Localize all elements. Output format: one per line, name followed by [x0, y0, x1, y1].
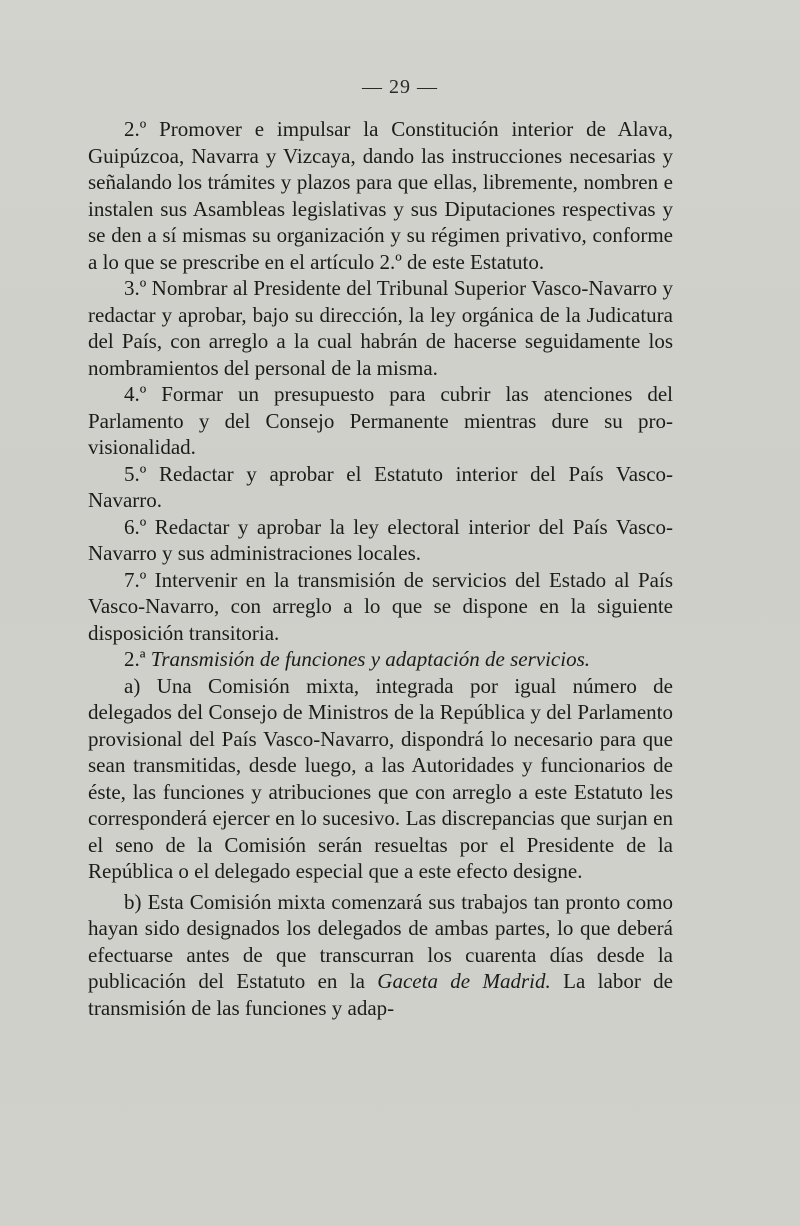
subparagraph-marker: a) — [124, 673, 141, 698]
paragraph-text: Formar un presupuesto para cubrir las atenciones del Parlamento y del Consejo Permanente mientras dure su provisionalidad. — [88, 382, 673, 459]
subparagraph-text: Esta Comisión mixta comenzará sus trabajos tan pronto como hayan sido designados los delegados de ambas partes, lo que deberá efectuarse antes de que transcurran los cuarenta días desde la publicación del Estatuto en la — [88, 889, 674, 993]
paragraph-7 — [88, 567, 673, 647]
paragraph-5 — [88, 461, 673, 514]
section-heading — [88, 646, 673, 673]
paragraph-text: Promover e impulsar la Constitución interior de Alava, Guipúzcoa, Navarra y Vizcaya, dando las instrucciones necesarias y señalando los trámites y plazos para que ellas, libremente, nombren e instalen sus Asambleas legislativas y sus Diputaciones respectivas y se den a sí mismas su organización y su régimen privativo, conforme a lo que se prescribe en el artículo 2.º de este Estatuto. — [88, 117, 673, 274]
paragraph-marker: 4.º — [124, 382, 147, 406]
paragraph-4 — [88, 381, 673, 461]
subparagraph-text: Una Comisión mixta, integrada por igual número de delegados del Consejo de Ministros de la República y del Parlamento provisional del País Vasco-Navarro, dispondrá lo necesario para que sean transmitidas, desde luego, a las Autoridades y funcionarios de éste, las funciones y atribuciones que con arreglo a este Estatuto les corresponderá ejercer en lo sucesivo. Las discrepancias que surjan en el seno de la Comisión serán resueltas por el Presidente de la República o el delegado especial que a este efecto designe. — [88, 673, 673, 883]
paragraph-text: Nombrar al Presidente del Tribunal Superior Vasco-Navarro y redactar y aprobar, bajo su dirección, la ley orgánica de la Judicatura del País, con arreglo a la cual habrán de hacerse seguidamente los nombramientos del personal de la misma. — [88, 276, 674, 380]
paragraph-marker: 3.º — [124, 276, 147, 300]
paragraph-marker: 5.º — [124, 461, 147, 486]
paragraph-marker: 2.º — [124, 117, 147, 141]
paragraph-text: Intervenir en la transmisión de servicios del Estado al País Vasco-Navarro, con arreglo a lo que se dispone en la siguiente disposición transitoria. — [88, 567, 673, 645]
subparagraph-b — [88, 889, 673, 1022]
gazette-title: Gaceta de Madrid. — [377, 969, 551, 993]
paragraph-6 — [88, 514, 673, 567]
subparagraph-text-continued: La labor de transmisión de las funciones y adap- — [88, 969, 674, 1020]
subparagraph-a — [88, 673, 673, 885]
paragraph-3 — [88, 275, 673, 381]
paragraph-text: Redactar y aprobar el Estatuto interior del País Vasco-Navarro. — [88, 461, 674, 512]
paragraph-marker: 6.º — [124, 514, 147, 539]
section-title: Transmisión de funciones y adaptación de servicios. — [150, 647, 591, 671]
paragraph-text: Redactar y aprobar la ley electoral interior del País Vasco-Navarro y sus administraciones locales. — [88, 514, 673, 565]
subparagraph-marker: b) — [124, 889, 142, 914]
paragraph-marker: 7.º — [124, 567, 147, 592]
section-marker: 2.ª — [124, 647, 146, 671]
body-text — [88, 116, 673, 1021]
page-number: — 29 — — [362, 76, 438, 98]
paragraph-2 — [88, 116, 673, 275]
